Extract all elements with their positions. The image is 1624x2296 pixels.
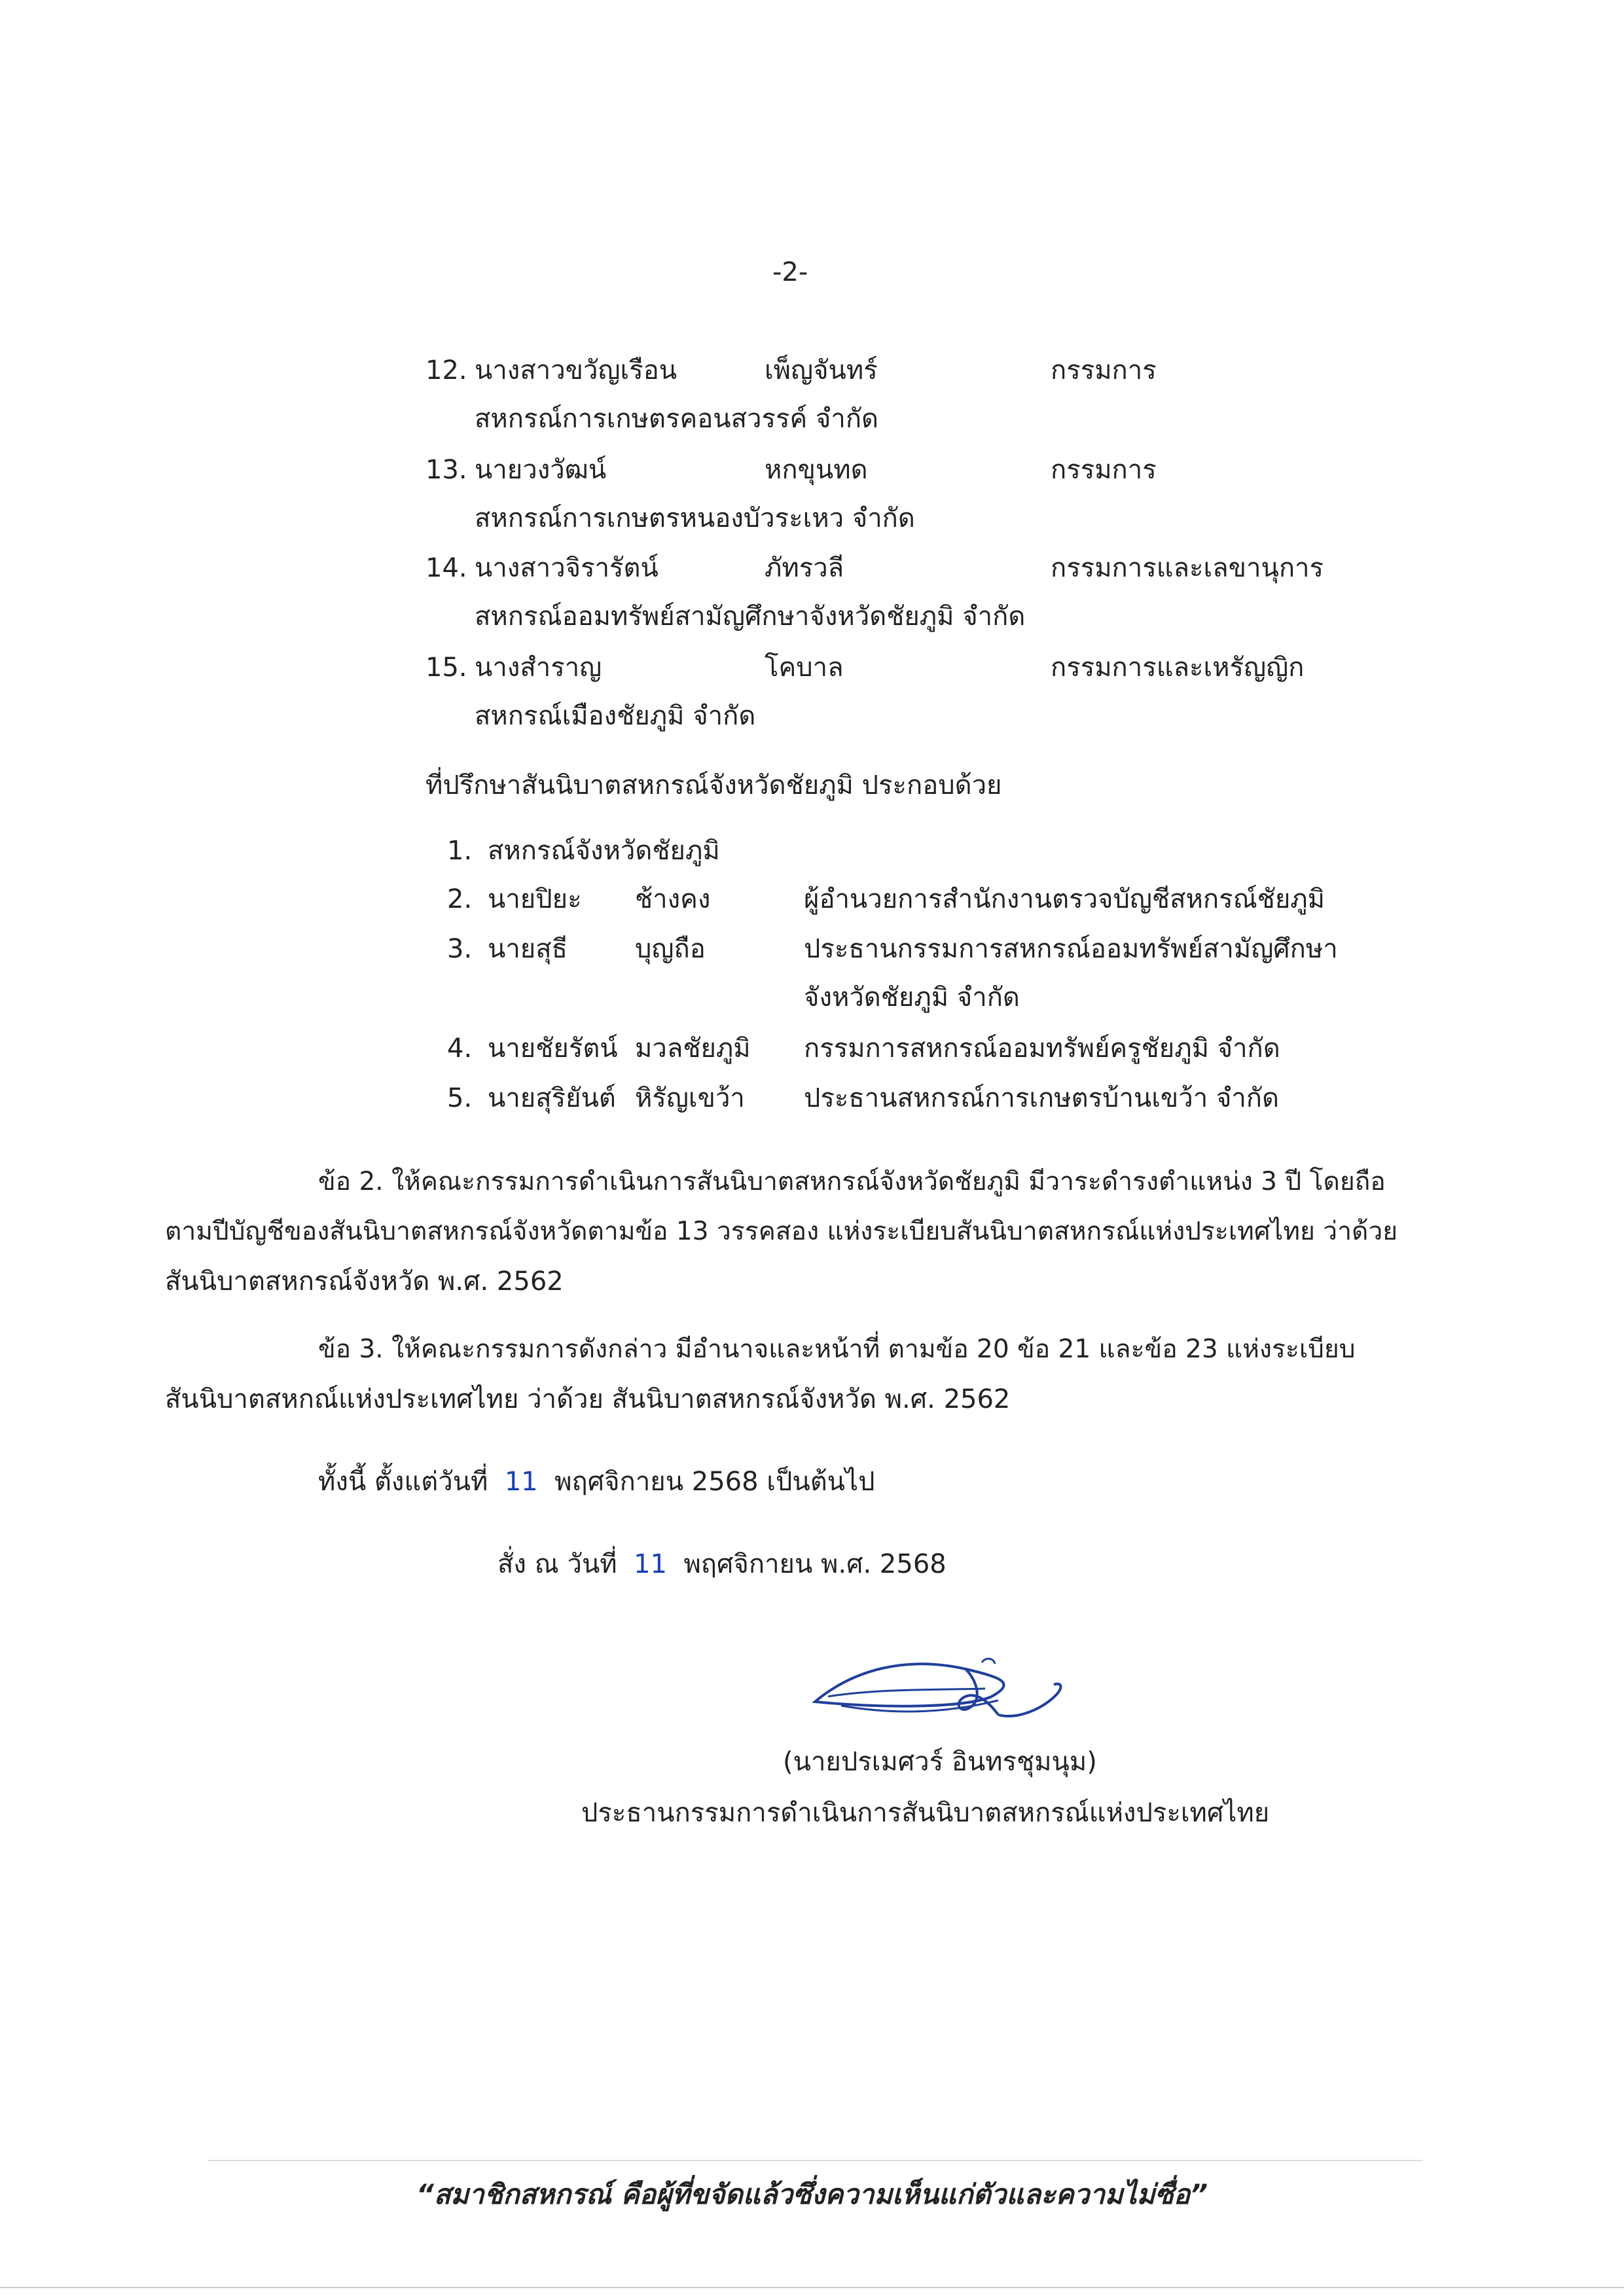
member-last-name: โคบาล [765,653,844,683]
member-first-name: นางสาวจิรารัตน์ [475,553,659,583]
member-first-name: นางสำราญ [475,653,602,683]
advisor-role: ประธานสหกรณ์การเกษตรบ้านเขว้า จำกัด [804,1083,1279,1113]
ordered-day: 11 [634,1549,667,1579]
page-number: -2- [772,257,808,287]
member-first-name: นางสาวขวัญเรือน [475,355,677,386]
clause-3-line: สันนิบาตสหกณ์แห่งประเทศไทย ว่าด้วย สันนิบาตสหกรณ์จังหวัด พ.ศ. 2562 [165,1384,1011,1414]
advisor-last-name: หิรัญเขว้า [635,1083,745,1113]
advisor-number: 2. [447,884,473,914]
ordered-date-suffix: พฤศจิกายน พ.ศ. 2568 [683,1549,947,1579]
clause-2-line: ข้อ 2. ให้คณะกรรมการดำเนินการสันนิบาตสหกรณ์จังหวัดชัยภูมิ มีวาระดำรงตำแหน่ง 3 ปี โดยถือ [318,1167,1386,1196]
member-role: กรรมการและเลขานุการ [1051,553,1324,583]
member-last-name: เพ็ญจันทร์ [765,355,878,386]
advisor-first-name: นายสุธี [488,934,568,964]
page-bottom-border [0,2287,1624,2288]
member-number: 12. [425,355,467,386]
member-last-name: ภัทรวลี [765,553,844,583]
member-number: 15. [425,653,467,683]
advisors-heading: ที่ปรึกษาสันนิบาตสหกรณ์จังหวัดชัยภูมิ ประกอบด้วย [425,770,1002,800]
advisor-number: 4. [447,1033,473,1064]
advisor-role: ผู้อำนวยการสำนักงานตรวจบัญชีสหกรณ์ชัยภูมิ [804,884,1325,914]
member-role: กรรมการ [1051,455,1157,485]
member-role: กรรมการและเหรัญญิก [1051,653,1305,683]
advisor-number: 5. [447,1083,473,1113]
member-first-name: นายวงวัฒน์ [475,455,607,485]
advisor-role: กรรมการสหกรณ์ออมทรัพย์ครูชัยภูมิ จำกัด [804,1033,1280,1064]
effective-day: 11 [504,1467,538,1497]
clause-3-line: ข้อ 3. ให้คณะกรรมการดังกล่าว มีอำนาจและหน้าที่ ตามข้อ 20 ข้อ 21 และข้อ 23 แห่งระเบียบ [318,1335,1356,1364]
member-role: กรรมการ [1051,355,1157,386]
effective-date-prefix: ทั้งนี้ ตั้งแต่วันที่ [318,1467,488,1497]
advisor-first-name: นายสุริยันต์ [488,1083,616,1113]
advisor-first-name: นายชัยรัตน์ [488,1033,618,1064]
clause-2-line: ตามปีบัญชีของสันนิบาตสหกรณ์จังหวัดตามข้อ 13 วรรคสอง แห่งระเบียบสันนิบาตสหกรณ์แห่งประเทศไทย ว่าด้วย [165,1217,1398,1246]
effective-date-suffix: พฤศจิกายน 2568 เป็นต้นไป [554,1467,875,1497]
cooperative-motto: “สมาชิกสหกรณ์ คือผู้ที่ขจัดแล้วซึ่งความเห็นแก่ตัวและความไม่ซื่อ” [416,2178,1208,2210]
advisor-name: สหกรณ์จังหวัดชัยภูมิ [488,836,720,866]
signatory-title: ประธานกรรมการดำเนินการสันนิบาตสหกรณ์แห่งประเทศไทย [581,1798,1270,1828]
advisor-last-name: ช้างคง [635,884,711,914]
member-number: 13. [425,455,467,485]
signature [802,1643,1077,1748]
member-organization: สหกรณ์การเกษตรคอนสวรรค์ จำกัด [475,404,879,434]
advisor-first-name: นายปิยะ [488,884,582,914]
effective-date [318,1462,875,1501]
ordered-date [497,1545,947,1584]
member-organization: สหกรณ์เมืองชัยภูมิ จำกัด [475,701,756,731]
clause-2-line: สันนิบาตสหกรณ์จังหวัด พ.ศ. 2562 [165,1266,564,1297]
member-organization: สหกรณ์การเกษตรหนองบัวระเหว จำกัด [475,503,915,533]
ordered-date-prefix: สั่ง ณ วันที่ [497,1549,617,1579]
advisor-last-name: บุญถือ [635,934,706,964]
advisor-role-continuation: จังหวัดชัยภูมิ จำกัด [804,982,1020,1013]
footer-divider [208,2160,1423,2161]
advisor-number: 3. [447,934,473,964]
member-number: 14. [425,553,467,583]
signatory-name: (นายปรเมศวร์ อินทรชุมนุม) [783,1747,1097,1777]
advisor-number: 1. [447,836,473,866]
advisor-role: ประธานกรรมการสหกรณ์ออมทรัพย์สามัญศึกษา [804,934,1338,964]
advisor-last-name: มวลชัยภูมิ [635,1033,751,1064]
member-organization: สหกรณ์ออมทรัพย์สามัญศึกษาจังหวัดชัยภูมิ จำกัด [475,601,1026,632]
member-last-name: หกขุนทด [765,455,868,485]
